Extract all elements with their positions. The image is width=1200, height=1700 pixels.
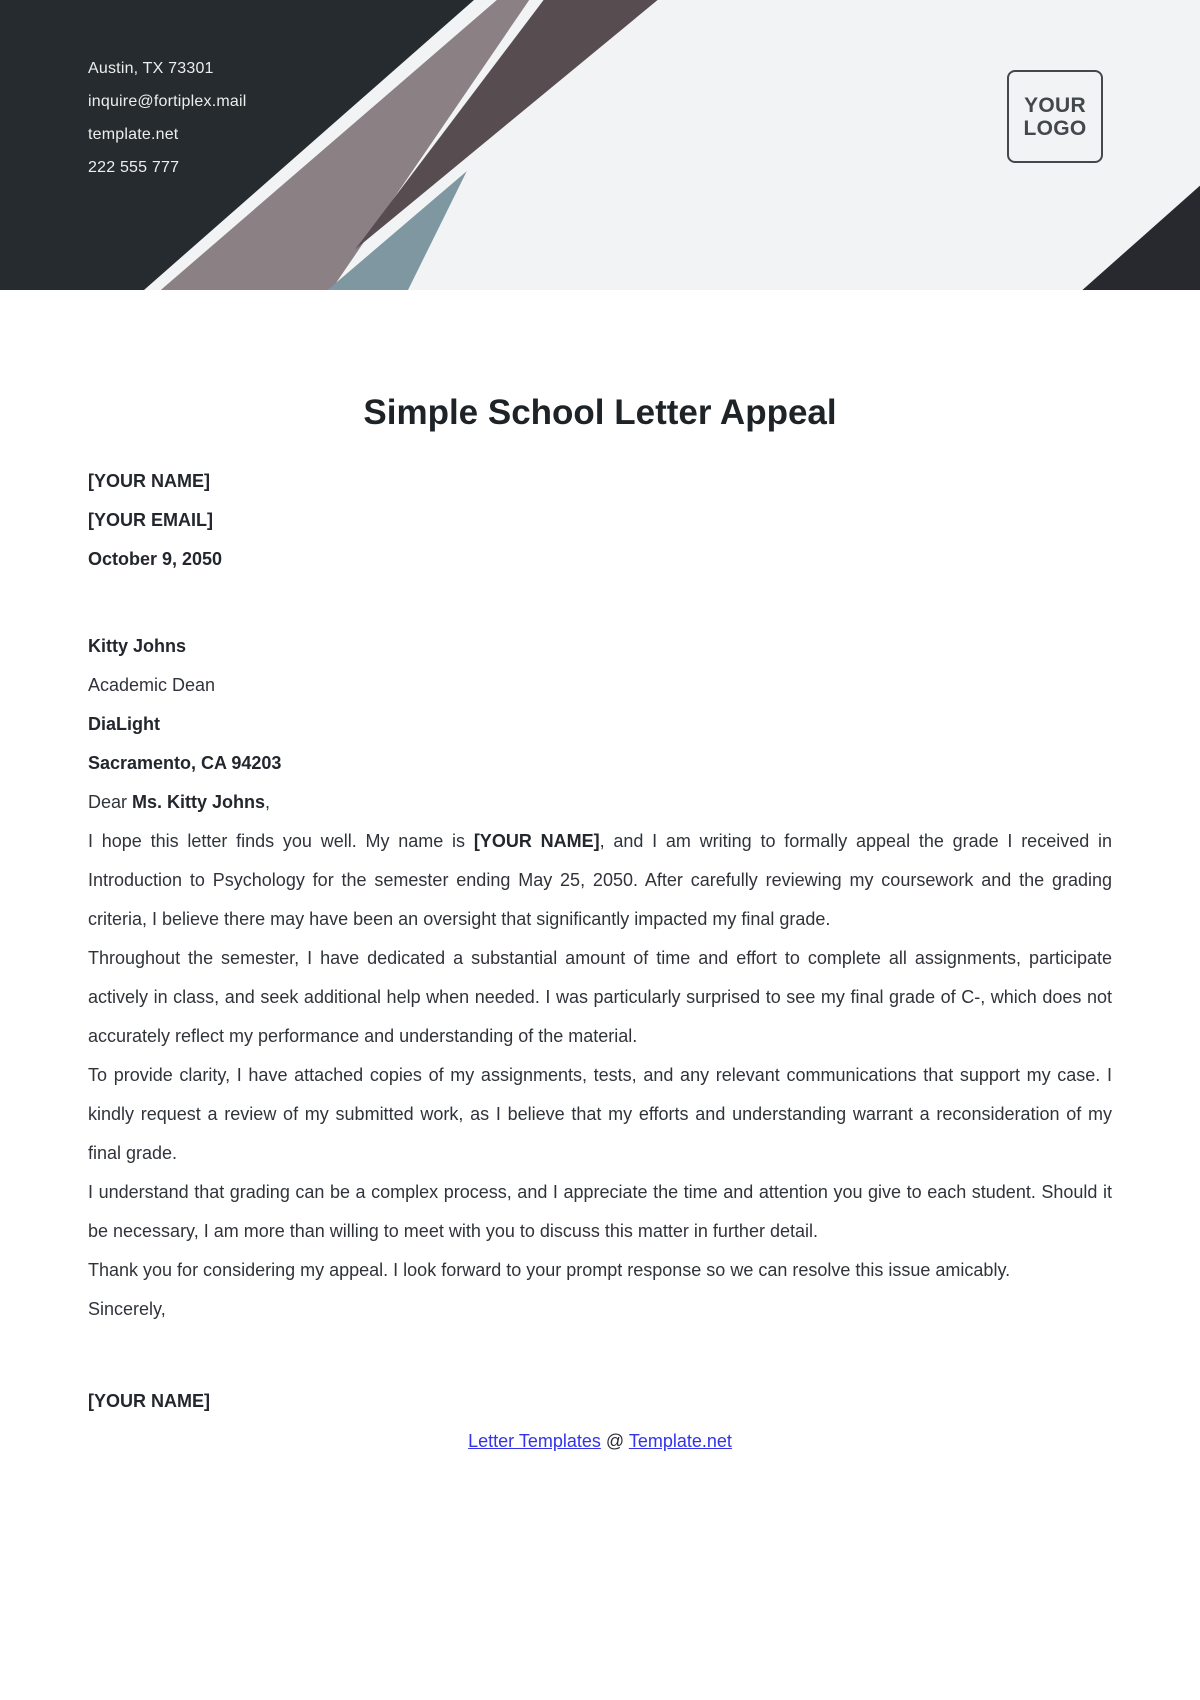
contact-phone: 222 555 777: [88, 159, 180, 176]
letterhead: [0, 0, 1200, 290]
contact-address: Austin, TX 73301: [88, 60, 214, 77]
recipient-name: Kitty Johns: [88, 636, 187, 656]
paragraph-1-text-before: I hope this letter finds you well. My name is: [88, 831, 474, 851]
body-paragraph-1: [88, 822, 1112, 939]
recipient-company: DiaLight: [88, 714, 160, 734]
body-paragraph-3: To provide clarity, I have attached copies of my assignments, tests, and any relevant communications that support my case. I kindly request a review of my submitted work, as I believe that my efforts and understanding warrant a reconsideration of my final grade.: [88, 1065, 1112, 1163]
body-paragraph-4: I understand that grading can be a complex process, and I appreciate the time and attention you give to each student. Should it be necessary, I am more than willing to meet with you to discuss this matter in further detail.: [88, 1182, 1112, 1241]
salutation-name: Ms. Kitty Johns: [132, 792, 266, 812]
template-net-link[interactable]: Template.net: [628, 1431, 732, 1451]
letter-title: Simple School Letter Appeal: [363, 393, 837, 432]
salutation-prefix: Dear: [88, 792, 133, 812]
page-footer: [88, 1429, 1112, 1453]
signature-name: [YOUR NAME]: [88, 1391, 210, 1411]
recipient-role: Academic Dean: [88, 675, 216, 695]
sender-name: [YOUR NAME]: [88, 471, 210, 491]
paragraph-1-text-after: , and I am writing to formally appeal the grade I received in Introduction to Psychology for the semester ending May 25, 2050. After carefully reviewing my coursework and the grading criteria, I believe there may have been an oversight that significantly impacted my final grade.: [88, 831, 1113, 929]
body-paragraph-2: Throughout the semester, I have dedicated a substantial amount of time and effort to complete all assignments, participate actively in class, and seek additional help when needed. I was particularly surprised to see my final grade of C-, which does not accurately reflect my performance and understanding of the material.: [88, 948, 1112, 1046]
letter-content: [0, 390, 1200, 1453]
closing: Sincerely,: [88, 1299, 166, 1319]
recipient-address: Sacramento, CA 94203: [88, 753, 282, 773]
logo-placeholder: [1007, 70, 1103, 163]
logo-text-line1: YOUR: [1024, 93, 1086, 117]
contact-block: [88, 52, 246, 184]
sender-block: [88, 462, 1112, 579]
letter-templates-link[interactable]: Letter Templates: [468, 1431, 601, 1451]
footer-separator: @: [600, 1431, 629, 1451]
body-paragraph-5: Thank you for considering my appeal. I look forward to your prompt response so we can resolve this issue amicably.: [88, 1260, 1011, 1280]
contact-email: inquire@fortiplex.mail: [88, 93, 247, 110]
recipient-block: [88, 627, 1112, 822]
sender-email: [YOUR EMAIL]: [88, 510, 213, 530]
contact-website: template.net: [88, 126, 179, 143]
paragraph-1-name-placeholder: [YOUR NAME]: [473, 831, 600, 851]
salutation: [88, 783, 1112, 822]
letter-date: October 9, 2050: [88, 549, 223, 569]
salutation-suffix: ,: [265, 792, 271, 812]
logo-text-line2: LOGO: [1023, 116, 1087, 140]
